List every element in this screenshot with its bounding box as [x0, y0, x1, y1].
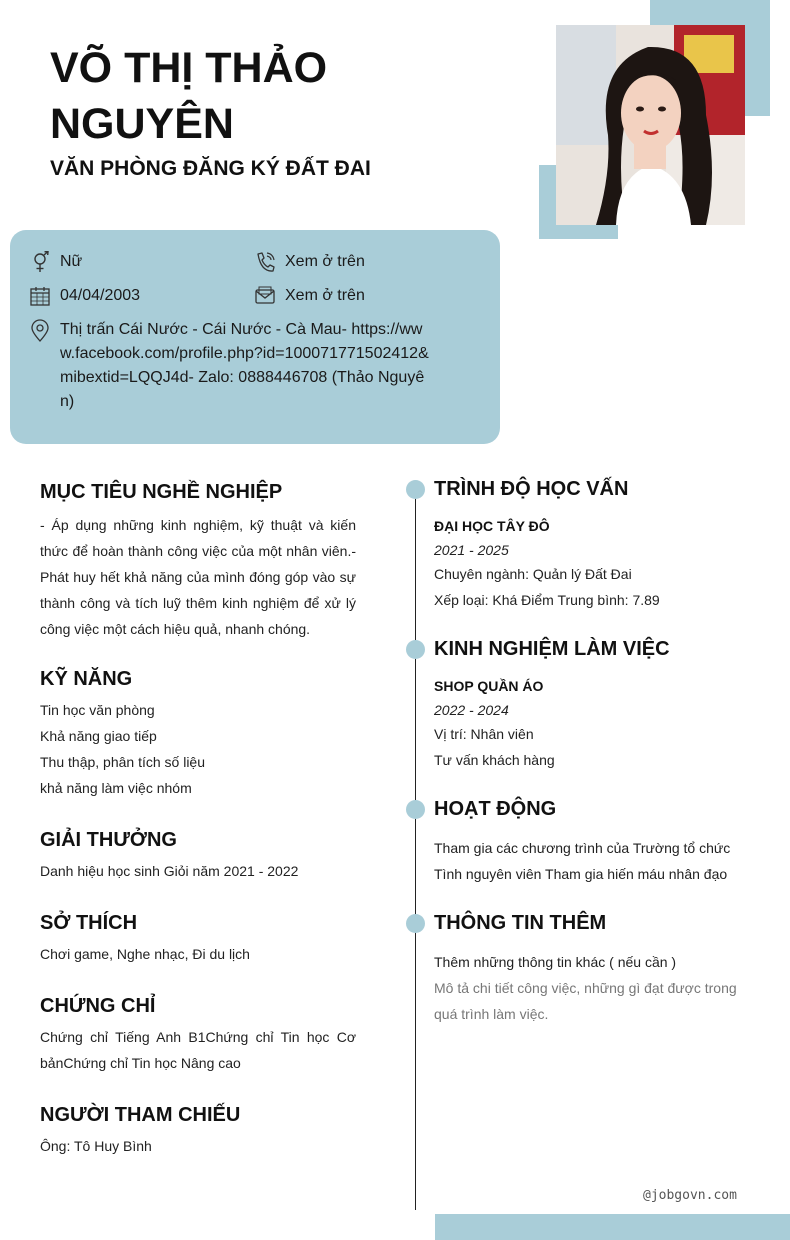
activity-line: Tham gia các chương trình của Trường tổ chức	[434, 840, 731, 856]
profile-photo	[556, 25, 745, 225]
contact-phone	[255, 250, 365, 274]
section-experience	[434, 637, 764, 773]
references-title: NGƯỜI THAM CHIẾU	[40, 1104, 241, 1126]
skill-item: Tin học văn phòng	[40, 702, 155, 718]
timeline-dot	[406, 914, 425, 933]
candidate-name: VÕ THỊ THẢO NGUYÊN	[50, 44, 328, 148]
birthday-value: 04/04/2003	[60, 287, 141, 304]
section-activities	[434, 797, 764, 887]
experience-org: SHOP QUẦN ÁO	[434, 678, 544, 694]
experience-period: 2022 - 2024	[434, 702, 509, 718]
experience-title: KINH NGHIỆM LÀM VIỆC	[434, 638, 670, 660]
skills-title: KỸ NĂNG	[40, 668, 133, 690]
hobbies-title: SỞ THÍCH	[40, 912, 138, 934]
section-certificates	[40, 994, 356, 1076]
references-text: Ông: Tô Huy Bình	[40, 1138, 152, 1154]
timeline-dot	[406, 640, 425, 659]
phone-value[interactable]: Xem ở trên	[285, 253, 365, 270]
skill-item: Khả năng giao tiếp	[40, 728, 157, 744]
skill-item: Thu thập, phân tích số liệu	[40, 754, 205, 770]
gender-icon	[30, 251, 50, 273]
activity-line: Tình nguyên viên Tham gia hiến máu nhân đạo	[434, 866, 728, 882]
additional-line: Thêm những thông tin khác ( nếu cần )	[434, 954, 677, 970]
watermark: @jobgovn.com	[643, 1188, 737, 1203]
contact-birthday	[30, 284, 140, 308]
additional-hint: Mô tả chi tiết công việc, những gì đạt được trong quá trình làm việc.	[434, 980, 737, 1022]
skill-item: khả năng làm việc nhóm	[40, 780, 192, 796]
section-references	[40, 1103, 356, 1159]
timeline-dot	[406, 480, 425, 499]
contact-gender	[30, 250, 82, 274]
objective-title: MỤC TIÊU NGHỀ NGHIỆP	[40, 481, 283, 503]
awards-title: GIẢI THƯỞNG	[40, 829, 177, 851]
address-value[interactable]: Thị trấn Cái Nước - Cái Nước - Cà Mau- https://www.facebook.com/profile.php?id=100071771502412&mibextid=LQQJ4d- Zalo: 0888446708 (Thảo Nguyên)	[60, 321, 429, 410]
profile-photo-image	[556, 25, 745, 225]
education-line: Xếp loại: Khá Điểm Trung bình: 7.89	[434, 592, 660, 608]
section-objective	[40, 480, 356, 642]
contact-email	[255, 284, 365, 308]
timeline-line	[415, 488, 416, 1210]
objective-text: - Áp dụng những kinh nghiệm, kỹ thuật và kiến thức để hoàn thành công việc của một nhân viên.- Phát huy hết khả năng của mình đóng góp vào sự thành công và tích luỹ thêm kinh nghiệm để xử lý công việc một cách hiệu quả, nhanh chóng.	[40, 517, 356, 637]
additional-title: THÔNG TIN THÊM	[434, 912, 607, 934]
section-additional	[434, 911, 752, 1027]
section-hobbies	[40, 911, 356, 967]
education-title: TRÌNH ĐỘ HỌC VẤN	[434, 478, 629, 500]
calendar-icon	[30, 285, 50, 307]
experience-line: Tư vấn khách hàng	[434, 752, 555, 768]
education-line: Chuyên ngành: Quản lý Đất Đai	[434, 566, 632, 582]
education-org: ĐẠI HỌC TÂY ĐÔ	[434, 518, 550, 534]
awards-text: Danh hiệu học sinh Giỏi năm 2021 - 2022	[40, 863, 299, 879]
education-period: 2021 - 2025	[434, 542, 509, 558]
email-value[interactable]: Xem ở trên	[285, 287, 365, 304]
certificates-text: Chứng chỉ Tiếng Anh B1Chứng chỉ Tin học Cơ bảnChứng chỉ Tin học Nâng cao	[40, 1029, 356, 1071]
contact-box	[10, 230, 500, 444]
timeline-dot	[406, 800, 425, 819]
certificates-title: CHỨNG CHỈ	[40, 995, 156, 1017]
section-education	[434, 477, 764, 613]
contact-address	[30, 318, 430, 414]
experience-line: Vị trí: Nhân viên	[434, 726, 534, 742]
hobbies-text: Chơi game, Nghe nhạc, Đi du lịch	[40, 946, 250, 962]
email-icon	[255, 285, 275, 307]
activities-title: HOẠT ĐỘNG	[434, 798, 557, 820]
footer-accent-bar	[435, 1214, 790, 1240]
job-title: VĂN PHÒNG ĐĂNG KÝ ĐẤT ĐAI	[50, 157, 371, 180]
phone-icon	[255, 251, 275, 273]
section-awards	[40, 828, 356, 884]
section-skills	[40, 667, 356, 801]
gender-value: Nữ	[60, 253, 83, 270]
location-pin-icon	[30, 319, 50, 343]
